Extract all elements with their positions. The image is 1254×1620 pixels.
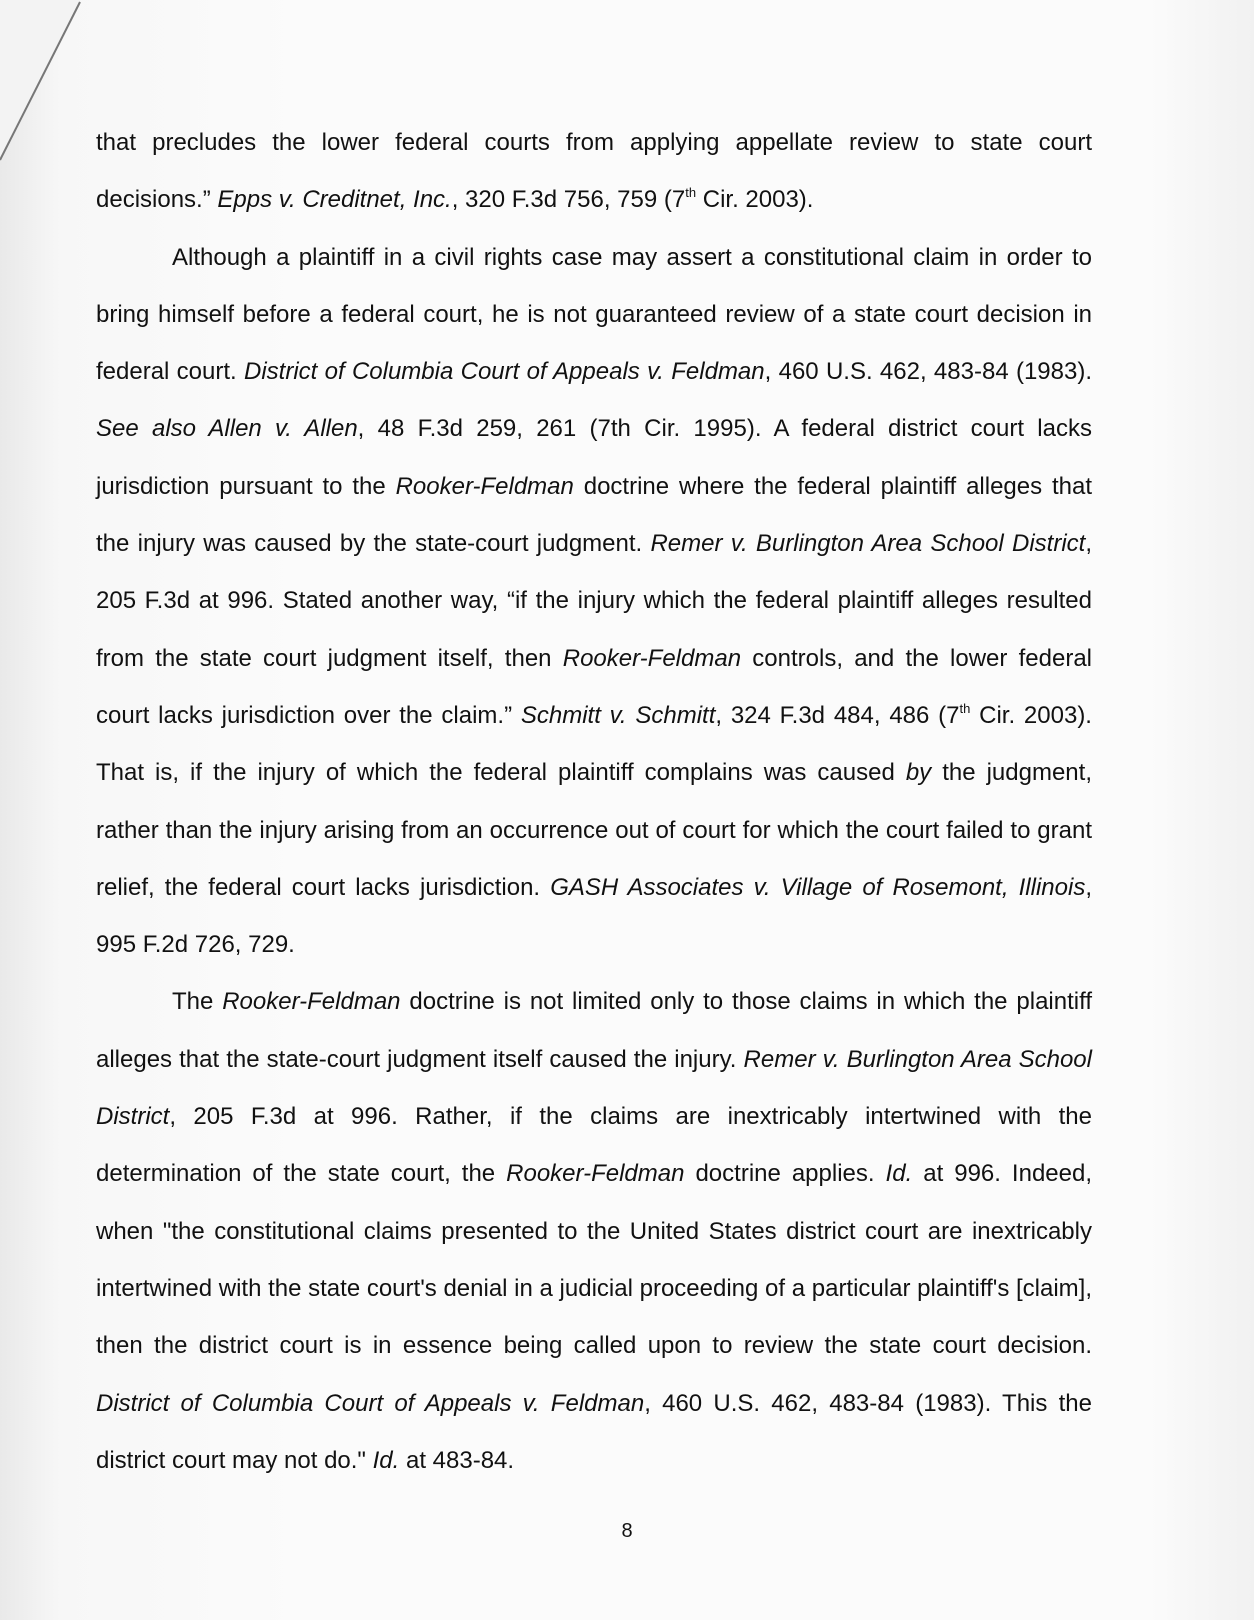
text-run: Cir. 2003).	[696, 186, 814, 214]
text-run: , 205 F.3d at 996. Rather, if the claims are inextricably intertwined with the determination of the state court, the	[96, 1103, 1092, 1188]
text-run: , 320 F.3d 756, 759 (7	[451, 186, 686, 214]
case-citation-italic: District of Columbia Court of Appeals v. Feldman	[244, 358, 765, 386]
case-citation-italic: Epps v. Creditnet, Inc.	[217, 186, 452, 214]
case-citation-italic: Rooker-Feldman	[222, 988, 401, 1016]
page-number: 8	[621, 1520, 633, 1542]
paragraph-3	[96, 973, 1092, 1489]
text-run: the judgment, rather than the injury arising from an occurrence out of court for which the court failed to grant relief, the federal court lacks jurisdiction.	[96, 759, 1092, 901]
case-citation-italic: District of Columbia Court of Appeals v. Feldman	[96, 1389, 645, 1417]
text-run: Although a plaintiff in a civil rights case may assert a constitutional claim in order to bring himself before a federal court, he is not guaranteed review of a state court decision in federal court.	[96, 243, 1092, 386]
superscript-ordinal: th	[959, 700, 971, 716]
case-citation-italic: Remer v. Burlington Area School District	[96, 1045, 1092, 1131]
text-run: , 995 F.2d 726, 729.	[96, 873, 1092, 959]
case-citation-italic: Schmitt v. Schmitt	[520, 701, 716, 729]
text-run: , 460 U.S. 462, 483-84 (1983). This the district court may not do."	[96, 1389, 1092, 1474]
case-citation-italic: Rooker-Feldman	[395, 472, 574, 500]
case-citation-italic: Rooker-Feldman	[562, 644, 742, 672]
text-run: , 48 F.3d 259, 261 (7th Cir. 1995). A federal district court lacks jurisdiction pursuant to the	[96, 415, 1092, 500]
text-run: at 996. Indeed, when "the constitutional claims presented to the United States district court are inextricably intertwined with the state court's denial in a judicial proceeding of a particular plaintiff's [claim], then the district court is in essence being called upon to review the state court decision.	[96, 1160, 1092, 1360]
text-run: , 205 F.3d at 996. Stated another way, “if the injury which the federal plaintiff alleges resulted from the state court judgment itself, then	[96, 530, 1092, 672]
text-run: doctrine where the federal plaintiff alleges that the injury was caused by the state-court judgment.	[96, 472, 1093, 558]
text-run: that precludes the lower federal courts from applying appellate review to state court decisions.”	[96, 129, 1092, 214]
body-text	[96, 114, 1092, 1489]
text-run: doctrine is not limited only to those claims in which the plaintiff alleges that the state-court judgment itself caused the injury.	[96, 988, 1092, 1073]
case-citation-italic: Id.	[372, 1446, 400, 1474]
case-citation-italic: Rooker-Feldman	[506, 1160, 685, 1188]
case-citation-italic: See also Allen v. Allen	[96, 415, 358, 443]
text-run: , 460 U.S. 462, 483-84 (1983).	[764, 358, 1093, 386]
text-run: Cir. 2003). That is, if the injury of which the federal plaintiff complains was caused	[96, 701, 1092, 787]
text-run: The	[172, 988, 223, 1016]
case-citation-italic: GASH Associates v. Village of Rosemont, Illinois	[550, 873, 1086, 901]
page-corner-fold	[0, 0, 90, 170]
text-run: controls, and the lower federal court lacks jurisdiction over the claim.”	[96, 644, 1092, 729]
paragraph-1	[96, 114, 1092, 229]
paragraph-2	[96, 229, 1092, 974]
case-citation-italic: by	[905, 759, 932, 787]
text-run: , 324 F.3d 484, 486 (7	[715, 701, 960, 729]
case-citation-italic: Id.	[885, 1160, 913, 1188]
text-run: doctrine applies.	[684, 1160, 886, 1188]
text-run: at 483-84.	[399, 1446, 515, 1474]
case-citation-italic: Remer v. Burlington Area School District	[650, 530, 1086, 558]
superscript-ordinal: th	[685, 185, 697, 201]
